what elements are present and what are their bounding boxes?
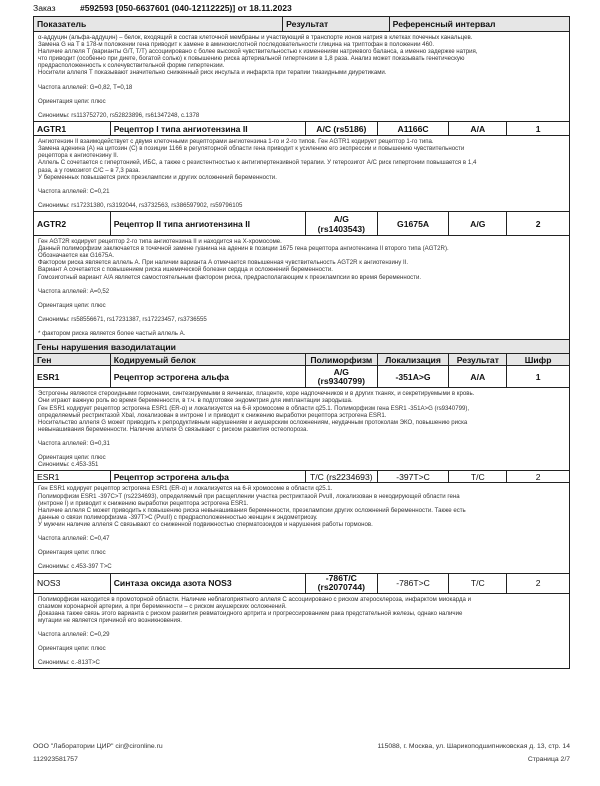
gene-protein: Рецептор I типа ангиотензина II	[110, 122, 305, 135]
esr1a-syn: Синонимы: c.453-351	[38, 461, 99, 469]
add1-syn: Синонимы: rs113752720, rs52823896, rs61347248, c.1378	[38, 112, 200, 120]
gene-polymorphism: A/G (rs9340799)	[305, 366, 377, 387]
col-reference: Референсный интервал	[389, 17, 569, 31]
gene-name: AGTR1	[37, 123, 67, 134]
nos3-freq: Частота аллелей: C=0,29	[38, 631, 110, 638]
agtr2-description-row	[34, 235, 569, 339]
gene-polymorphism: T/C (rs2234693)	[305, 471, 377, 482]
agtr2-freq: Частота аллелей: A=0,52	[38, 287, 110, 295]
esr1b-syn: Синонимы: c.453-397 T>C	[38, 563, 112, 571]
col-polymorphism: Полиморфизм	[305, 354, 377, 365]
gene-cipher: 1	[506, 122, 569, 135]
nos3-description: Полиморфизм находится в промоторной области. Наличие неблагоприятного аллеля C ассоциировано с риском атеросклероза, инфарктом миокарда и спазмом коронарной артерии, а при беременности – с риском акушерских осложнений. Доказана также связь этого варианта с риском развития ревматоидного артрита и прогрессированием рака предстательной железы, однако наличие мутации не является причиной его возникновения. Частота аллелей: C=0,29 Ориентация цепи: плюс Синонимы: c.-813T>C	[34, 594, 569, 669]
agtr1-freq: Частота аллелей: C=0,21	[38, 187, 110, 195]
esr1b-description-row	[34, 482, 569, 572]
gene-row-nos3	[34, 573, 569, 593]
footer-page: Страница 2/7	[527, 756, 570, 763]
agtr2-description: Ген AGT2R кодирует рецептор 2-го типа ангиотензина II и находится на X-хромосоме. Данный полиморфизм заключается в точечной замене гуанина на аденин в позиции 1675 гена рецептора ангиотензина II второго типа (AGT2R). Обозначается как G1675A. Фактором риска является аллель A. При наличии варианта A отмечается повышенная чувствительность AGT2R к ангиотензину II. Вариант A сочетается с повышением риска ишемической болезни сердца и осложнений беременности. Гомозиготный вариант A/A является самостоятельным фактором риска, предрасполагающим к преэклампсии во время беременности. Частота аллелей: A=0,52 Ориентация цепи: плюс Синонимы: rs58556671, rs17231387, rs17223457, rs3736555 * фактором риска является более частый аллель A.	[34, 236, 569, 339]
order-info: #592593 [050-6637601 (040-12112225)] от 18.11.2023	[79, 3, 292, 13]
table-header-row	[34, 17, 569, 31]
agtr2-syn: Синонимы: rs58556671, rs17231387, rs17223457, rs3736555	[38, 316, 207, 324]
nos3-orient: Ориентация цепи: плюс	[38, 645, 106, 653]
gene-result: T/C	[448, 574, 506, 593]
col-result: Результат	[282, 17, 389, 31]
gene-polymorphism: A/G (rs1403543)	[305, 212, 377, 235]
footer-company: ООО "Лаборатории ЦИР" cir@cironline.ru	[33, 743, 163, 750]
nos3-description-row	[34, 593, 569, 669]
gene-result: T/C	[448, 471, 506, 482]
esr1a-description-row	[34, 387, 569, 470]
gene-location: G1675A	[377, 212, 449, 235]
agtr1-description: Ангиотензин II взаимодействует с двумя клеточными рецепторами ангиотензина 1-го и 2-го типов. Ген AGTR1 кодирует рецептор 1-го типа. Замена аденина (A) на цитозин (C) в позиции 1166 в регуляторной области гена приводит к усилению его экспрессии и повышению чувствительности рецептора к ангиотензину II. Аллель C сочетается с гипертонией, ИБС, а также с резистентностью к антигипертензивной терапии. У гетерозигот A/C риск гипертонии повышается в 1,4 раза, а у гомозигот C/C – в 7,3 раза. У беременных повышается риск преэклампсии и других осложнений беременности. Частота аллелей: C=0,21 Синонимы: rs17231380, rs3192044, rs3732563, rs386597902, rs59796105	[34, 136, 569, 211]
esr1a-description: Эстрогены являются стероидными гормонами, синтезируемыми в яичниках, плаценте, коре надпочечников и в других тканях, и секретируемыми в кровь. Они играют важную роль во время беременности, в т.ч. в подготовке эндометрия для имплантации зародыша. Ген ESR1 кодирует рецептор эстрогена ESR1 (ER-α) и локализуется на 6-й хромосоме в области q25.1. Полиморфизм гена ESR1 -351A>G (rs9340799), определяемый рестриктазой XbaI, локализован в интроне I и приводит к снижению выработки рецептора эстрогена ESR1. Носительство аллеля G может приводить к репродуктивным нарушениям и акушерским осложнениям, неудачным протоколам ЭКО, повышению риска невынашивания беременности. Наличие аллеля G связывают с риском развития остеопороза. Частота аллелей: G=0,31 Ориентация цепи: плюс Синонимы: c.453-351	[34, 388, 569, 470]
add1-description-row	[34, 31, 569, 121]
agtr2-orient: Ориентация цепи: плюс	[38, 301, 106, 309]
section-header-row	[34, 353, 569, 365]
gene-row-esr1-a	[34, 365, 569, 387]
esr1a-orient: Ориентация цепи: плюс	[38, 454, 106, 462]
add1-freq: Частота аллелей: G=0,82, T=0,18	[38, 83, 133, 91]
gene-cipher: 2	[506, 574, 569, 593]
agtr2-note: * фактором риска является более частый аллель A.	[38, 330, 186, 338]
gene-name: ESR1	[37, 471, 60, 482]
col-gene: Ген	[37, 354, 52, 365]
gene-result: A/G	[448, 212, 506, 235]
gene-row-esr1-b	[34, 470, 569, 482]
gene-result: A/A	[448, 122, 506, 135]
col-cipher: Шифр	[506, 354, 569, 365]
gene-cipher: 1	[506, 366, 569, 387]
gene-result: A/A	[448, 366, 506, 387]
gene-location: -351A>G	[377, 366, 449, 387]
agtr1-syn: Синонимы: rs17231380, rs3192044, rs3732563, rs386597902, rs59796105	[38, 201, 243, 209]
gene-location: -397T>C	[377, 471, 449, 482]
footer-address: 115088, г. Москва, ул. Шарикоподшипниковская д. 13, стр. 14	[377, 743, 570, 750]
col-localization: Локализация	[377, 354, 449, 365]
results-table	[33, 16, 570, 669]
esr1b-freq: Частота аллелей: C=0,47	[38, 535, 110, 543]
gene-row-agtr2	[34, 211, 569, 235]
gene-location: -786T>C	[377, 574, 449, 593]
gene-polymorphism: A/C (rs5186)	[305, 122, 377, 135]
gene-name: ESR1	[37, 371, 60, 382]
section-title: Гены нарушения вазодилатации	[34, 339, 569, 353]
add1-description: α-аддуцин (альфа-аддуцин) – белок, входящий в состав клеточной мембраны и участвующий в транспорте ионов натрия в клетках почечных канальцев. Замена G на T в 178-м положении гена приводит к замене в аминокислотной последовательности глицина на триптофан в положении 460. Наличие аллеля T (варианты G/T, T/T) ассоциировано с более высокой чувствительностью к изменениям натриевого баланса, а именно задержке натрия, что приводит (особенно при диете, богатой солью) к повышению риска артериальной гипертензии в 1,8 раза. Анализ может показывать генетическую предрасположенность к солечувствительной форме гипертензии. Носители аллеля T показывают значительно сниженный риск инсульта и инфаркта при терапии тиазидными диуретиками. Частота аллелей: G=0,82, T=0,18 Ориентация цепи: плюс Синонимы: rs113752720, rs52823896, rs61347248, c.1378	[34, 32, 569, 121]
col-protein: Кодируемый белок	[110, 354, 305, 365]
footer-line-1	[33, 743, 570, 750]
nos3-syn: Синонимы: c.-813T>C	[38, 659, 100, 667]
footer-line-2	[33, 756, 570, 763]
add1-orient: Ориентация цепи: плюс	[38, 97, 106, 105]
gene-protein: Синтаза оксида азота NOS3	[110, 574, 305, 593]
agtr1-description-row	[34, 135, 569, 211]
gene-cipher: 2	[506, 471, 569, 482]
gene-protein: Рецептор II типа ангиотензина II	[110, 212, 305, 235]
order-label: Заказ	[33, 3, 56, 13]
order-header	[33, 3, 292, 13]
gene-protein: Рецептор эстрогена альфа	[110, 471, 305, 482]
footer-code: 112923581757	[33, 756, 78, 763]
gene-row-agtr1	[34, 121, 569, 135]
esr1b-orient: Ориентация цепи: плюс	[38, 549, 106, 557]
col-result: Результат	[448, 354, 506, 365]
gene-protein: Рецептор эстрогена альфа	[110, 366, 305, 387]
gene-name: NOS3	[37, 578, 61, 589]
col-indicator: Показатель	[37, 19, 87, 29]
gene-name: AGTR2	[37, 218, 67, 229]
esr1a-freq: Частота аллелей: G=0,31	[38, 440, 110, 448]
gene-cipher: 2	[506, 212, 569, 235]
gene-polymorphism: -786T/C (rs2070744)	[305, 574, 377, 593]
gene-location: A1166C	[377, 122, 449, 135]
esr1b-description: Ген ESR1 кодирует рецептор эстрогена ESR1 (ER-α) и локализуется на 6-й хромосоме в области q25.1. Полиморфизм ESR1 -397C>T (rs2234693), определяемый при расщеплении участка рестриктазой PvuII, локализован в некодирующей области гена (интроне I) и приводит к снижению выработки рецептора эстрогена ESR1. Наличие аллеля C может приводить к повышению риска невынашивания беременности, преэклампсии других осложнений беременности. Также есть данные о связи полиморфизма -397T>C (PvuII) с предрасположенностью женщин к эндометриозу. У мужчин наличие аллеля C связывают со сниженной подвижностью сперматозоидов и нарушения работы гормонов. Частота аллелей: C=0,47 Ориентация цепи: плюс Синонимы: c.453-397 T>C	[34, 483, 569, 572]
